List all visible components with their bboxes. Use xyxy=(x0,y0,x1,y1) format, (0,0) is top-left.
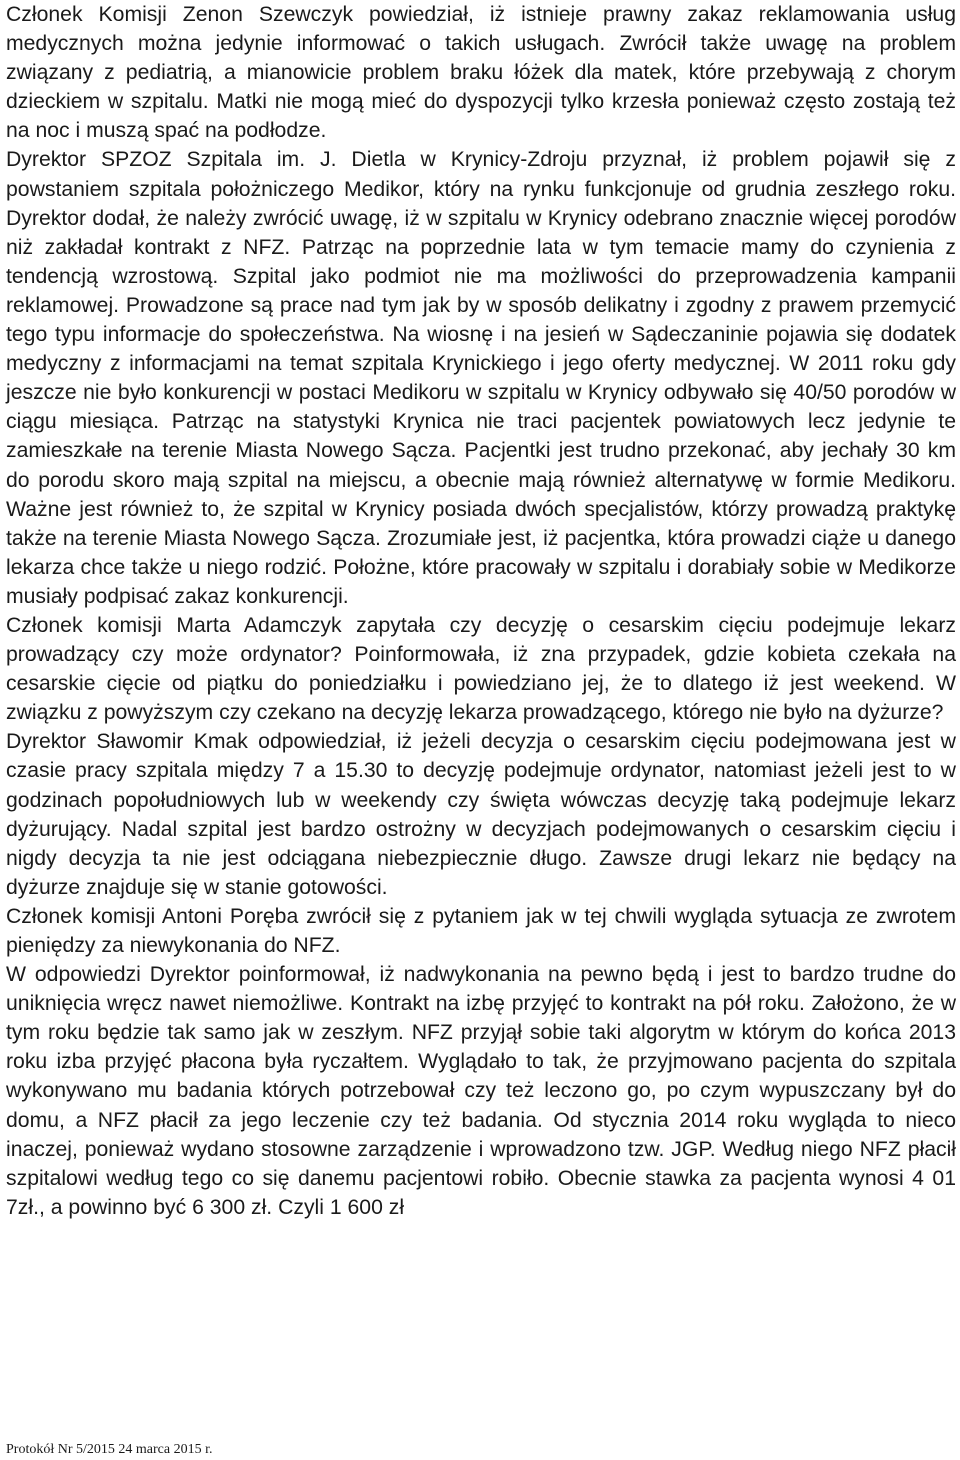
paragraph-kmak: Dyrektor Sławomir Kmak odpowiedział, iż jeżeli decyzja o cesarskim cięciu podejmowana jest w czasie pracy szpitala między 7 a 15.30 to decyzję podejmuje ordynator, natomiast jeżeli jest to w godzinach popołudniowych lub w weekendy czy święta wówczas decyzję taką podejmuje lekarz dyżurujący. Nadal szpital jest bardzo ostrożny w decyzjach podejmowanych o cesarskim cięciu i nigdy decyzja ta nie jest odciągana niebezpiecznie długo. Zawsze drugi lekarz nie będący na dyżurze znajduje się w stanie gotowości. xyxy=(6,730,956,899)
document-body xyxy=(6,0,956,1222)
paragraph-odpowiedz-dyrektora: W odpowiedzi Dyrektor poinformował, iż nadwykonania na pewno będą i jest to bardzo trudne do uniknięcia wręcz nawet niemożliwe. Kontrakt na izbę przyjęć to kontrakt na pół roku. Założono, że w tym roku będzie tak samo jak w zeszłym. NFZ przyjął sobie taki algorytm w którym do końca 2013 roku izba przyjęć płacona była ryczałtem. Wyglądało to tak, że przyjmowano pacjenta do szpitala wykonywano mu badania których potrzebował czy też leczono go, po czym wypuszczany był do domu, a NFZ płacił za jego leczenie czy też badania. Od stycznia 2014 roku wygląda to nieco inaczej, ponieważ wydano stosowne zarządzenie i wprowadzono tzw. JGP. Według niego NFZ płacił szpitalowi według tego co się danemu pacjentowi robiło. Obecnie stawka za pacjenta wynosi 4 01 7zł., a powinno być 6 300 zł. Czyli 1 600 zł xyxy=(6,963,956,1219)
paragraph-szewczyk: Członek Komisji Zenon Szewczyk powiedział, iż istnieje prawny zakaz reklamowania usług medycznych można jedynie informować o takich usługach. Zwrócił także uwagę na problem związany z pediatrią, a mianowicie problem braku łóżek dla matek, które przebywają z chorym dzieckiem w szpitalu. Matki nie mogą mieć do dyspozycji tylko krzesła ponieważ często zostają też na noc i muszą spać na podłodze. xyxy=(6,3,956,143)
paragraph-adamczyk: Członek komisji Marta Adamczyk zapytała czy decyzję o cesarskim cięciu podejmuje lekarz prowadzący czy może ordynator? Poinformowała, iż zna przypadek, gdzie kobieta czekała na cesarskie cięcie od piątku do poniedziałku i powiedziano jej, że to dlatego iż jest weekend. W związku z powyższym czy czekano na decyzję lekarza prowadzącego, którego nie było na dyżurze? xyxy=(6,613,956,725)
paragraph-poreba: Członek komisji Antoni Poręba zwrócił się z pytaniem jak w tej chwili wygląda sytuacja ze zwrotem pieniędzy za niewykonania do NFZ. xyxy=(6,904,956,957)
page-footer: Protokół Nr 5/2015 24 marca 2015 r. xyxy=(6,1442,213,1457)
paragraph-dyrektor-dietla: Dyrektor SPZOZ Szpitala im. J. Dietla w Krynicy-Zdroju przyznał, iż problem pojawił się z powstaniem szpitala położniczego Medikor, który na rynku funkcjonuje od grudnia zeszłego roku. Dyrektor dodał, że należy zwrócić uwagę, iż w szpitalu w Krynicy odebrano znacznie więcej porodów niż zakładał kontrakt z NFZ. Patrząc na poprzednie lata w tym temacie mamy do czynienia z tendencją wzrostową. Szpital jako podmiot nie ma możliwości do przeprowadzenia kampanii reklamowej. Prowadzone są prace nad tym jak by w sposób delikatny i zgodny z prawem przemycić tego typu informacje do społeczeństwa. Na wiosnę i na jesień w Sądeczaninie pojawia się dodatek medyczny z informacjami na temat szpitala Krynickiego i jego oferty medycznej. W 2011 roku gdy jeszcze nie było konkurencji w postaci Medikoru w szpitalu w Krynicy odbywało się 40/50 porodów w ciągu miesiąca. Patrząc na statystyki Krynica nie traci pacjentek powiatowych lecz jedynie te zamieszkałe na terenie Miasta Nowego Sącza. Pacjentki jest trudno przekonać, aby jechały 30 km do porodu skoro mają szpital na miejscu, a obecnie mają również alternatywę w formie Medikoru. Ważne jest również to, że szpital w Krynicy posiada dwóch specjalistów, którzy prowadzą praktykę także na terenie Miasta Nowego Sącza. Zrozumiałe jest, iż pacjentka, która prowadzi ciąże u danego lekarza chce także u niego rodzić. Położne, które pracowały w szpitalu i dorabiały sobie w Medikorze musiały podpisać zakaz konkurencji. xyxy=(6,148,956,608)
